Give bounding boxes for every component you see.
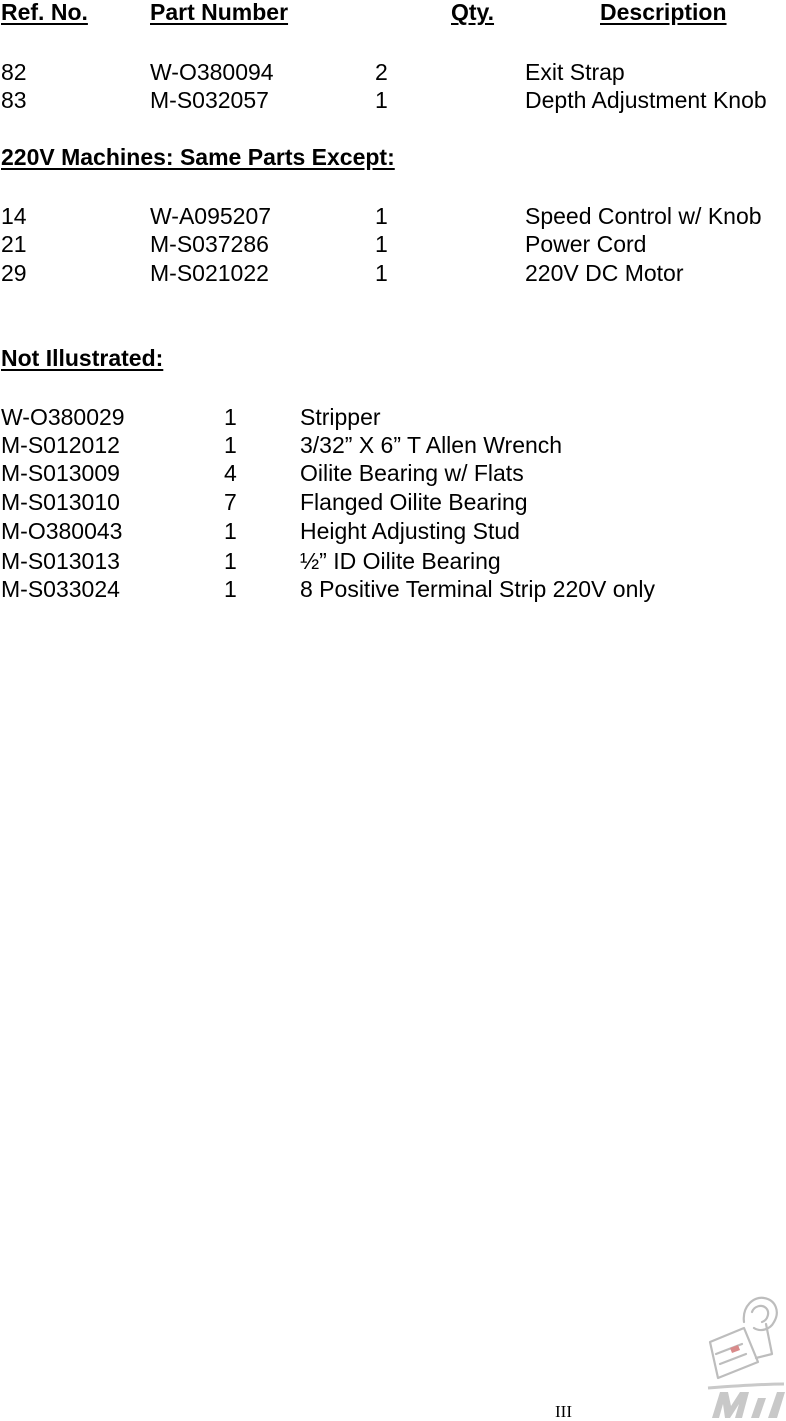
quantity: 1 (224, 548, 237, 574)
part-number: M-S032057 (150, 87, 269, 113)
description: Power Cord (525, 231, 647, 257)
description: Exit Strap (525, 59, 625, 85)
description: 8 Positive Terminal Strip 220V only (300, 576, 655, 602)
part-number: W-A095207 (150, 203, 272, 229)
description: Depth Adjustment Knob (525, 87, 767, 113)
part-number: M-S037286 (150, 231, 269, 257)
description: 220V DC Motor (525, 260, 684, 286)
description: Flanged Oilite Bearing (300, 489, 528, 515)
header-ref-no: Ref. No. (1, 0, 88, 25)
quantity: 1 (224, 404, 237, 430)
quantity: 1 (375, 260, 388, 286)
header-description: Description (600, 0, 727, 25)
quantity: 2 (375, 59, 388, 85)
description: Speed Control w/ Knob (525, 203, 762, 229)
page-number: III (555, 1402, 572, 1421)
quantity: 1 (224, 432, 237, 458)
quantity: 1 (375, 87, 388, 113)
header-part-number: Part Number (150, 0, 289, 25)
part-number: M-S013013 (1, 548, 120, 574)
part-number: M-O380043 (1, 518, 123, 544)
ref-number: 29 (1, 260, 27, 286)
ref-number: 21 (1, 231, 27, 257)
description: ½” ID Oilite Bearing (300, 548, 501, 574)
quantity: 1 (224, 518, 237, 544)
description: 3/32” X 6” T Allen Wrench (300, 432, 563, 458)
quantity: 1 (375, 203, 388, 229)
part-number: W-O380029 (1, 404, 125, 430)
part-number: M-S033024 (1, 576, 120, 602)
part-number: M-S021022 (150, 260, 269, 286)
part-number: M-S013010 (1, 489, 120, 515)
section-heading-not-illustrated: Not Illustrated: (1, 345, 164, 371)
quantity: 4 (224, 460, 237, 486)
quantity: 1 (375, 231, 388, 257)
ref-number: 82 (1, 59, 27, 85)
ref-number: 14 (1, 203, 27, 229)
quantity: 1 (224, 576, 237, 602)
description: Height Adjusting Stud (300, 518, 520, 544)
part-number: W-O380094 (150, 59, 274, 85)
part-number: M-S012012 (1, 432, 120, 458)
section-heading-220v: 220V Machines: Same Parts Except: (1, 144, 395, 170)
description: Stripper (300, 404, 381, 430)
company-logo-icon (704, 1292, 786, 1418)
header-qty: Qty. (451, 0, 495, 25)
ref-number: 83 (1, 87, 27, 113)
part-number: M-S013009 (1, 460, 120, 486)
quantity: 7 (224, 489, 237, 515)
description: Oilite Bearing w/ Flats (300, 460, 524, 486)
